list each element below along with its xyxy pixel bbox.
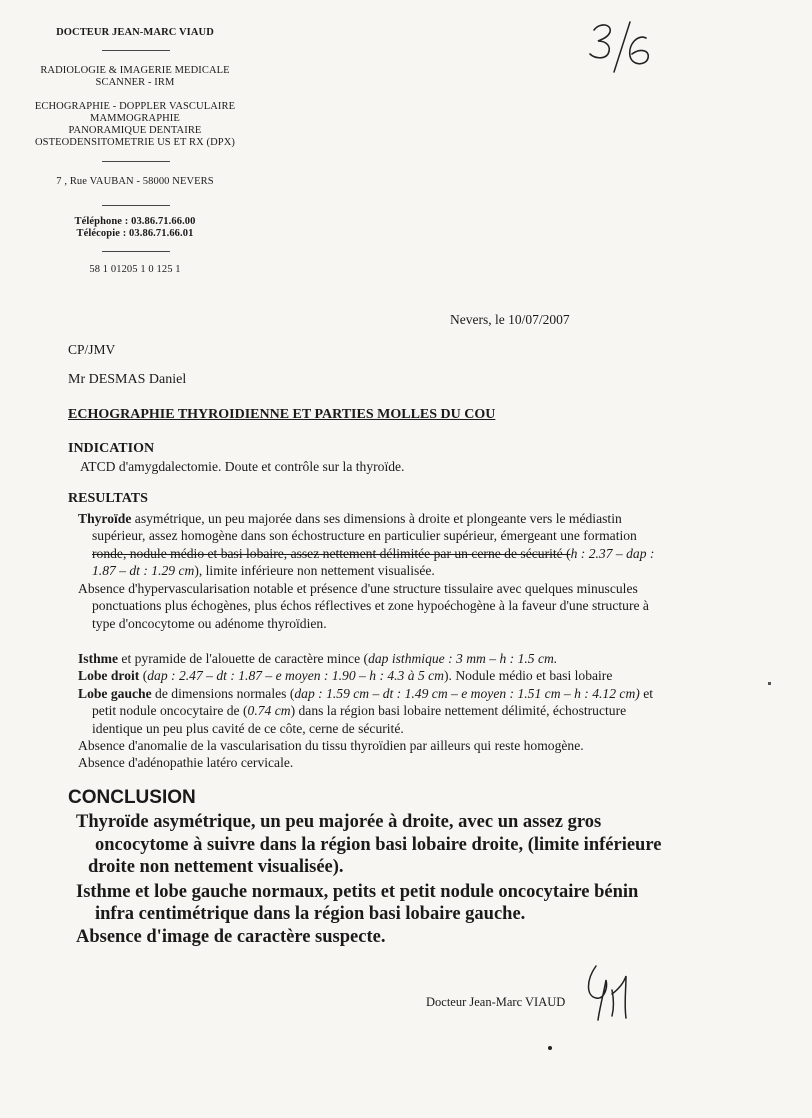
left-lobe-dimensions: dap : 1.59 cm – dt : 1.49 cm – e moyen : 1.51 cm – h : 4.12 cm) [294, 685, 640, 701]
fax-number: Télécopie : 03.86.71.66.01 [76, 228, 194, 239]
vascularisation-text: Absence d'anomalie de la vascularisation du tissu thyroïdien par ailleurs qui reste homogène. [78, 738, 584, 754]
conclusion-line: oncocytome à suivre dans la région basi lobaire droite, (limite inférieure [95, 834, 662, 855]
thyroid-text: supérieur, assez homogène dans son échostructure en particulier supérieur, émergeant une formation [92, 528, 637, 544]
vascular-text: ponctuations plus échogènes, plus échos réflectives et zone hypoéchogène à la faveur d'une structure à [92, 598, 649, 614]
conclusion-heading: CONCLUSION [68, 787, 196, 808]
phone-number: Téléphone : 03.86.71.66.00 [74, 216, 196, 227]
handwritten-signature [578, 962, 638, 1024]
reference-code: CP/JMV [68, 342, 116, 357]
thyroid-dimensions: 1.87 – dt : 1.29 cm [92, 563, 195, 579]
results-heading: RESULTATS [68, 491, 148, 506]
letterhead-divider [102, 251, 170, 252]
right-lobe-text: ). Nodule médio et basi lobaire [444, 668, 613, 684]
specialty-radiology: RADIOLOGIE & IMAGERIE MEDICALE [40, 65, 230, 76]
specialty-scanner: SCANNER - IRM [95, 77, 175, 88]
signature-name: Docteur Jean-Marc VIAUD [426, 995, 566, 1009]
date-line: Nevers, le 10/07/2007 [450, 312, 570, 327]
vascular-text: type d'oncocytome ou adénome thyroïdien. [92, 615, 327, 631]
exam-title: ECHOGRAPHIE THYROIDIENNE ET PARTIES MOLLES DU COU [68, 407, 496, 422]
address: 7 , Rue VAUBAN - 58000 NEVERS [56, 176, 214, 187]
adenopathy-text: Absence d'adénopathie latéro cervicale. [78, 755, 294, 771]
thyroid-text: ), limite inférieure non nettement visualisée. [194, 563, 435, 579]
left-lobe-text: petit nodule oncocytaire de ( [92, 703, 248, 719]
registration-number: 58 1 01205 1 0 125 1 [89, 264, 181, 275]
conclusion-line: Absence d'image de caractère suspecte. [76, 926, 386, 947]
letterhead-divider [102, 205, 170, 206]
letterhead-divider [102, 50, 170, 51]
conclusion-line: droite non nettement visualisée). [88, 857, 344, 878]
results-thyroid-paragraph [78, 510, 718, 580]
thyroid-text: ronde, nodule médio et basi lobaire, assez nettement délimitée par un cerne de sécurité ( [92, 545, 571, 561]
letterhead-divider [102, 161, 170, 162]
left-lobe-label: Lobe gauche [78, 685, 152, 701]
isthmus-text: et pyramide de l'alouette de caractère mince ( [118, 651, 369, 666]
right-lobe-dimensions: dap : 2.47 – dt : 1.87 – e moyen : 1.90 – h : 4.3 à 5 cm [147, 668, 444, 684]
stray-dot [548, 1046, 552, 1050]
service-osteodensitometry: OSTEODENSITOMETRIE US ET RX (DPX) [34, 137, 236, 148]
thyroid-label: Thyroïde [78, 511, 132, 526]
left-lobe-text: et [639, 685, 654, 701]
left-lobe-text: identique un peu plus cavité de ce côte, cerne de sécurité. [92, 720, 404, 736]
handwritten-page-mark [586, 16, 656, 76]
conclusion-line: infra centimétrique dans la région basi lobaire gauche. [95, 904, 526, 925]
left-lobe-text: ) dans la région basi lobaire nettement délimité, échostructure [290, 703, 627, 719]
service-mammography: MAMMOGRAPHIE [90, 113, 180, 124]
nodule-size: 0.74 cm [247, 703, 291, 719]
conclusion-line: Isthme et lobe gauche normaux, petits et petit nodule oncocytaire bénin [76, 881, 639, 902]
patient-name: Mr DESMAS Daniel [68, 372, 187, 387]
results-vascular-paragraph [78, 580, 718, 632]
isthmus-label: Isthme [78, 651, 119, 666]
results-isthmus-lobes: Isthme et pyramide de l'alouette de caractère mince (dap isthmique : 3 mm – h : 1.5 cm. Lobe droit (dap : 2.47 – dt : 1.87 – e moyen : 1.90 – h : 4.3 à 5 cm). Nodule médio et basi lobaire Lobe gauche de dimensions normales (dap : 1.59 cm – dt : 1.49 cm – e moyen : 1.51 cm – h : 4.12 cm) et petit nodule oncocytaire de (0.74 cm) dans la région basi lobaire nettement délimité, échostructure identique un peu plus cavité de ce côte, cerne de sécurité. Absence d'anomalie de la vascularisation du tissu thyroïdien par ailleurs qui reste homogène. Absence d'adénopathie latéro cervicale. [78, 650, 728, 772]
service-panoramic: PANORAMIQUE DENTAIRE [68, 125, 202, 136]
conclusion-text [76, 811, 776, 949]
isthmus-dimensions: dap isthmique : 3 mm – h : 1.5 cm. [368, 651, 558, 666]
thyroid-dimensions: h : 2.37 – dap : [570, 545, 655, 561]
left-lobe-text: de dimensions normales ( [151, 685, 295, 701]
stray-mark [768, 682, 771, 685]
conclusion-line: Thyroïde asymétrique, un peu majorée à droite, avec un assez gros [76, 812, 602, 832]
thyroid-text: asymétrique, un peu majorée dans ses dimensions à droite et plongeante vers le médiastin [131, 511, 622, 526]
right-lobe-label: Lobe droit [78, 668, 140, 684]
doctor-name: DOCTEUR JEAN-MARC VIAUD [56, 27, 214, 38]
vascular-text: Absence d'hypervascularisation notable et présence d'une structure tissulaire avec quelques minuscules [78, 581, 638, 596]
indication-text: ATCD d'amygdalectomie. Doute et contrôle sur la thyroïde. [80, 459, 405, 474]
indication-heading: INDICATION [68, 441, 155, 456]
service-echography: ECHOGRAPHIE - DOPPLER VASCULAIRE [34, 101, 236, 112]
